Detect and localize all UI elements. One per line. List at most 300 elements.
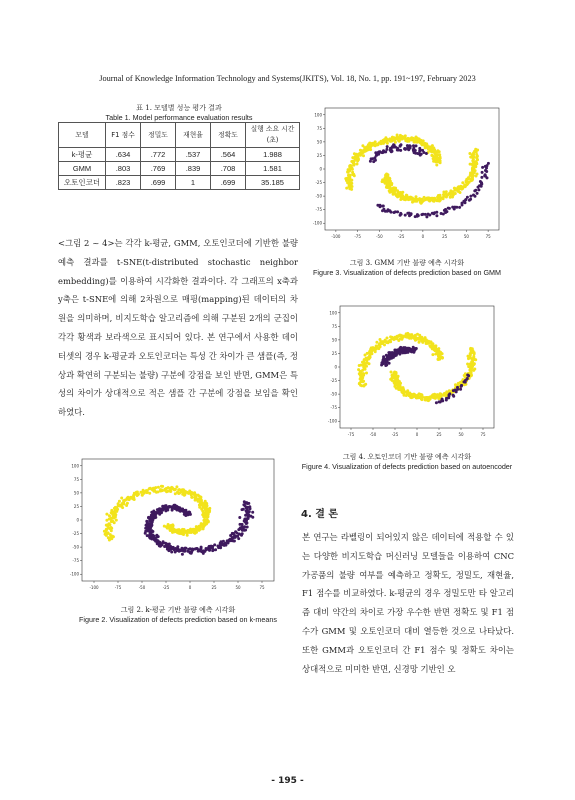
scatter-point (464, 381, 467, 384)
x-tick-label: 25 (211, 585, 217, 590)
scatter-point (353, 174, 356, 177)
scatter-point (430, 150, 433, 153)
scatter-point (369, 160, 372, 163)
scatter-point (245, 501, 248, 504)
scatter-point (361, 144, 364, 147)
figure-gmm-caption-ko: 그림 3. GMM 기반 불량 예측 시각화 (349, 259, 465, 267)
y-tick-label: 100 (71, 463, 79, 469)
table-caption-ko: 표 1. 모델별 성능 평가 결과 (136, 104, 222, 112)
scatter-point (437, 347, 440, 350)
scatter-point (232, 532, 235, 535)
table-caption (60, 103, 298, 123)
scatter-point (365, 372, 368, 375)
scatter-point (385, 140, 388, 143)
scatter-point (425, 215, 428, 218)
scatter-point (395, 387, 398, 390)
y-tick-label: 100 (329, 310, 337, 316)
scatter-point (184, 531, 187, 534)
table-header-row (59, 123, 300, 148)
scatter-point (448, 207, 451, 210)
scatter-point (233, 540, 236, 543)
scatter-point (184, 511, 187, 514)
scatter-point (420, 397, 423, 400)
y-tick-label: 75 (331, 323, 337, 329)
scatter-point (163, 525, 166, 528)
section-title: 4. 결 론 (301, 509, 339, 520)
scatter-point (120, 497, 123, 500)
scatter-point (110, 509, 113, 512)
scatter-point (407, 350, 410, 353)
scatter-point (226, 539, 229, 542)
cell-model: 오토인코더 (59, 176, 106, 190)
cell-f1: .634 (106, 148, 141, 162)
y-tick-label: -75 (330, 405, 337, 411)
scatter-point (439, 161, 442, 164)
x-tick-label: -25 (397, 234, 405, 239)
cell-model: k-평균 (59, 148, 106, 162)
scatter-point (148, 492, 151, 495)
scatter-point (388, 209, 391, 212)
scatter-point (440, 212, 443, 215)
scatter-point (425, 143, 428, 146)
scatter-point (475, 151, 478, 154)
body-paragraph-left: <그림 2 ~ 4>는 각각 k-평균, GMM, 오토인코더에 기반한 불량 예측 결과를 t-SNE(t-distributed stochastic neighbor embedding)를 이용하여 시각화한 결과이다. 각 그래프의 x축과 y축은 t-SNE에 의해 2차원으로 매핑(mapping)된 데이터의 차원을 의미하며, 비지도학습 알고리즘에 의해 구분된 2개의 군집이 각각 황색과 보라색으로 표시되어 있다. 본 연구에서 사용한 데이터셋의 경우 k-평균과 오토인코더는 특성 간 차이가 큰 샘플(즉, 정상과 확연히 구분되는 불량) 구분에 강점을 보인 반면, GMM은 특성의 차이가 상대적으로 적은 샘플 간 구분에 강점을 보임을 확인하였다. (58, 238, 298, 418)
table-row (59, 176, 300, 190)
scatter-point (170, 551, 173, 554)
scatter-point (414, 149, 417, 152)
scatter-point (476, 192, 479, 195)
scatter-point (375, 347, 378, 350)
scatter-point (180, 490, 183, 493)
scatter-point (459, 388, 462, 391)
scatter-point (467, 357, 470, 360)
scatter-point (409, 396, 412, 399)
performance-table (58, 122, 300, 190)
scatter-point (163, 489, 166, 492)
x-tick-label: 25 (442, 234, 448, 239)
scatter-point (484, 169, 487, 172)
scatter-point (223, 544, 226, 547)
scatter-point (183, 490, 186, 493)
figure-gmm-plot (303, 104, 503, 244)
scatter-point (351, 185, 354, 188)
scatter-point (155, 534, 158, 537)
scatter-point (452, 395, 455, 398)
scatter-point (484, 165, 487, 168)
y-tick-label: 50 (316, 139, 322, 145)
scatter-point (441, 357, 444, 360)
scatter-point (483, 174, 486, 177)
scatter-point (385, 340, 388, 343)
scatter-point (427, 399, 430, 402)
x-tick-label: -25 (391, 432, 399, 437)
scatter-point (472, 369, 475, 372)
scatter-point (386, 176, 389, 179)
scatter-point (202, 527, 205, 530)
scatter-point (171, 523, 174, 526)
y-tick-label: 0 (319, 166, 322, 172)
scatter-point (396, 194, 399, 197)
scatter-point (167, 523, 170, 526)
scatter-point (396, 376, 399, 379)
cell-runtime: 35.185 (246, 176, 300, 190)
page-number: - 195 - (271, 776, 304, 786)
scatter-point (105, 513, 108, 516)
scatter-point (396, 337, 399, 340)
scatter-point (363, 384, 366, 387)
scatter-point (415, 200, 418, 203)
scatter-point (135, 492, 138, 495)
figure-autoencoder-caption (301, 452, 513, 472)
scatter-point (168, 487, 171, 490)
scatter-point (396, 134, 399, 137)
scatter-point (160, 485, 163, 488)
scatter-point (386, 337, 389, 340)
scatter-point (435, 401, 438, 404)
scatter-point (350, 166, 353, 169)
figure-gmm-caption-en: Figure 3. Visualization of defects prediction based on GMM (312, 268, 502, 277)
x-tick-label: 0 (421, 234, 425, 239)
scatter-point (415, 338, 418, 341)
scatter-point (393, 190, 396, 193)
scatter-point (382, 205, 385, 208)
scatter-point (470, 374, 473, 377)
scatter-point (181, 553, 184, 556)
scatter-point (351, 171, 354, 174)
scatter-point (411, 350, 414, 353)
scatter-point (403, 147, 406, 150)
figure-kmeans-caption-ko: 그림 2. k-평균 기반 불량 예측 시각화 (120, 606, 236, 614)
scatter-point (392, 186, 395, 189)
scatter-point (163, 545, 166, 548)
table-caption-en: Table 1. Model performance evaluation results (105, 113, 253, 122)
scatter-point (176, 507, 179, 510)
figure-autoencoder-caption-ko: 그림 4. 오토인코더 기반 불량 예측 시각화 (342, 453, 472, 461)
y-tick-label: 50 (331, 337, 337, 343)
scatter-point (355, 153, 358, 156)
x-tick-label: 75 (480, 432, 486, 437)
figure-autoencoder (318, 302, 498, 442)
scatter-point (415, 396, 418, 399)
scatter-point (154, 511, 157, 514)
scatter-point (469, 174, 472, 177)
scatter-point (197, 548, 200, 551)
cell-f1: .803 (106, 162, 141, 176)
scatter-point (471, 351, 474, 354)
scatter-point (438, 400, 441, 403)
scatter-point (418, 341, 421, 344)
scatter-point (359, 380, 362, 383)
scatter-point (478, 184, 481, 187)
scatter-point (118, 500, 121, 503)
scatter-point (466, 374, 469, 377)
figure-kmeans (60, 455, 278, 595)
scatter-point (179, 510, 182, 513)
cell-precision: .699 (141, 176, 176, 190)
table-row (59, 162, 300, 176)
scatter-point (362, 149, 365, 152)
scatter-point (174, 492, 177, 495)
scatter-point (444, 193, 447, 196)
figure-kmeans-caption (58, 605, 298, 625)
scatter-point (435, 156, 438, 159)
figure-gmm (303, 104, 503, 244)
scatter-point (389, 149, 392, 152)
scatter-point (105, 519, 108, 522)
scatter-point (390, 371, 393, 374)
scatter-point (432, 212, 435, 215)
scatter-point (390, 336, 393, 339)
scatter-point (379, 151, 382, 154)
scatter-point (395, 372, 398, 375)
cell-accuracy: .564 (211, 148, 246, 162)
scatter-point (410, 196, 413, 199)
scatter-point (406, 336, 409, 339)
scatter-point (381, 180, 384, 183)
y-tick-label: 25 (316, 152, 322, 158)
y-tick-label: -75 (315, 207, 322, 213)
scatter-point (455, 390, 458, 393)
scatter-point (413, 349, 416, 352)
cell-accuracy: .708 (211, 162, 246, 176)
scatter-point (240, 534, 243, 537)
scatter-point (238, 516, 241, 519)
scatter-point (194, 532, 197, 535)
scatter-point (430, 198, 433, 201)
scatter-point (366, 362, 369, 365)
scatter-point (400, 213, 403, 216)
cell-precision: .769 (141, 162, 176, 176)
scatter-point (398, 334, 401, 337)
x-tick-label: 75 (485, 234, 491, 239)
scatter-point (481, 166, 484, 169)
x-tick-label: 0 (188, 585, 192, 590)
scatter-point (382, 139, 385, 142)
scatter-point (183, 494, 186, 497)
scatter-point (109, 518, 112, 521)
scatter-point (404, 214, 407, 217)
scatter-point (460, 384, 463, 387)
x-tick-label: -75 (354, 234, 361, 239)
scatter-point (160, 488, 163, 491)
y-tick-label: 0 (334, 364, 337, 370)
scatter-point (146, 534, 149, 537)
scatter-point (472, 158, 475, 161)
scatter-point (440, 393, 443, 396)
scatter-point (174, 488, 177, 491)
scatter-point (411, 334, 414, 337)
scatter-point (175, 530, 178, 533)
scatter-point (371, 346, 374, 349)
scatter-point (434, 348, 437, 351)
th-f1: F1 점수 (106, 123, 141, 148)
scatter-point (419, 148, 422, 151)
scatter-point (435, 214, 438, 217)
scatter-point (157, 486, 160, 489)
scatter-point (348, 174, 351, 177)
scatter-point (413, 138, 416, 141)
th-precision: 정밀도 (141, 123, 176, 148)
scatter-point (379, 204, 382, 207)
x-tick-label: 75 (259, 585, 265, 590)
scatter-point (418, 197, 421, 200)
y-tick-label: 75 (73, 476, 79, 482)
scatter-point (212, 549, 215, 552)
th-model: 모델 (59, 123, 106, 148)
scatter-point (481, 171, 484, 174)
scatter-point (434, 353, 437, 356)
scatter-point (409, 213, 412, 216)
scatter-point (458, 206, 461, 209)
scatter-point (424, 396, 427, 399)
scatter-point (157, 490, 160, 493)
scatter-point (399, 144, 402, 147)
scatter-point (158, 510, 161, 513)
scatter-point (374, 159, 377, 162)
scatter-point (475, 175, 478, 178)
y-tick-label: -50 (72, 544, 79, 550)
x-tick-label: -25 (162, 585, 170, 590)
cell-f1: .823 (106, 176, 141, 190)
scatter-point (363, 365, 366, 368)
scatter-point (188, 531, 191, 534)
scatter-point (375, 341, 378, 344)
scatter-point (187, 548, 190, 551)
scatter-point (439, 353, 442, 356)
scatter-point (119, 505, 122, 508)
cell-precision: .772 (141, 148, 176, 162)
scatter-point (382, 355, 385, 358)
x-tick-label: 0 (415, 432, 419, 437)
cell-runtime: 1.581 (246, 162, 300, 176)
scatter-point (158, 508, 161, 511)
scatter-point (402, 335, 405, 338)
scatter-point (385, 148, 388, 151)
scatter-point (239, 523, 242, 526)
cell-model: GMM (59, 162, 106, 176)
scatter-point (241, 529, 244, 532)
scatter-point (187, 492, 190, 495)
scatter-point (217, 546, 220, 549)
scatter-point (153, 487, 156, 490)
scatter-point (480, 176, 483, 179)
scatter-point (392, 138, 395, 141)
table-row (59, 148, 300, 162)
scatter-point (407, 147, 410, 150)
scatter-point (237, 528, 240, 531)
scatter-point (204, 508, 207, 511)
x-tick-label: -50 (369, 432, 377, 437)
y-tick-label: -25 (330, 378, 337, 384)
scatter-point (437, 358, 440, 361)
y-tick-label: -100 (327, 418, 337, 424)
scatter-point (356, 163, 359, 166)
scatter-point (437, 197, 440, 200)
scatter-point (428, 214, 431, 217)
scatter-point (419, 393, 422, 396)
scatter-point (486, 176, 489, 179)
scatter-point (162, 541, 165, 544)
scatter-point (181, 532, 184, 535)
scatter-point (454, 188, 457, 191)
scatter-point (114, 513, 117, 516)
cell-recall: .537 (176, 148, 211, 162)
scatter-point (411, 201, 414, 204)
scatter-point (415, 195, 418, 198)
cell-recall: 1 (176, 176, 211, 190)
y-tick-label: -100 (69, 571, 79, 577)
scatter-point (414, 215, 417, 218)
scatter-point (392, 143, 395, 146)
cell-recall: .839 (176, 162, 211, 176)
scatter-point (464, 201, 467, 204)
th-runtime: 실행 소요 시간(초) (246, 123, 300, 148)
y-tick-label: 25 (331, 350, 337, 356)
scatter-point (385, 354, 388, 357)
scatter-point (145, 520, 148, 523)
y-tick-label: -25 (315, 180, 322, 186)
y-tick-label: 100 (314, 112, 322, 118)
scatter-point (399, 149, 402, 152)
y-tick-label: -50 (330, 391, 337, 397)
scatter-point (382, 360, 385, 363)
scatter-point (461, 202, 464, 205)
scatter-point (471, 170, 474, 173)
scatter-point (393, 211, 396, 214)
figure-kmeans-plot (60, 455, 278, 595)
scatter-point (468, 199, 471, 202)
scatter-point (449, 196, 452, 199)
scatter-point (419, 154, 422, 157)
scatter-point (406, 212, 409, 215)
x-tick-label: -75 (347, 432, 355, 437)
scatter-point (472, 155, 475, 158)
scatter-point (229, 534, 232, 537)
x-tick-label: 25 (436, 432, 442, 437)
scatter-point (439, 156, 442, 159)
scatter-point (432, 396, 435, 399)
y-tick-label: 75 (316, 125, 322, 131)
scatter-point (394, 141, 397, 144)
scatter-point (347, 168, 350, 171)
scatter-point (467, 355, 470, 358)
scatter-point (376, 143, 379, 146)
x-tick-label: 50 (458, 432, 464, 437)
scatter-point (477, 188, 480, 191)
scatter-point (469, 195, 472, 198)
scatter-point (471, 347, 474, 350)
scatter-point (429, 340, 432, 343)
y-tick-label: -25 (72, 531, 79, 537)
scatter-point (175, 485, 178, 488)
scatter-point (445, 399, 448, 402)
scatter-point (359, 378, 362, 381)
scatter-point (150, 533, 153, 536)
scatter-point (243, 520, 246, 523)
y-tick-label: -75 (72, 558, 79, 564)
y-tick-label: 50 (73, 490, 79, 496)
scatter-point (387, 351, 390, 354)
scatter-point (474, 148, 477, 151)
scatter-point (191, 496, 194, 499)
figure-autoencoder-plot (318, 302, 498, 442)
scatter-point (203, 516, 206, 519)
y-tick-label: -50 (315, 193, 322, 199)
cell-runtime: 1.988 (246, 148, 300, 162)
scatter-point (357, 368, 360, 371)
scatter-point (388, 189, 391, 192)
scatter-point (471, 176, 474, 179)
